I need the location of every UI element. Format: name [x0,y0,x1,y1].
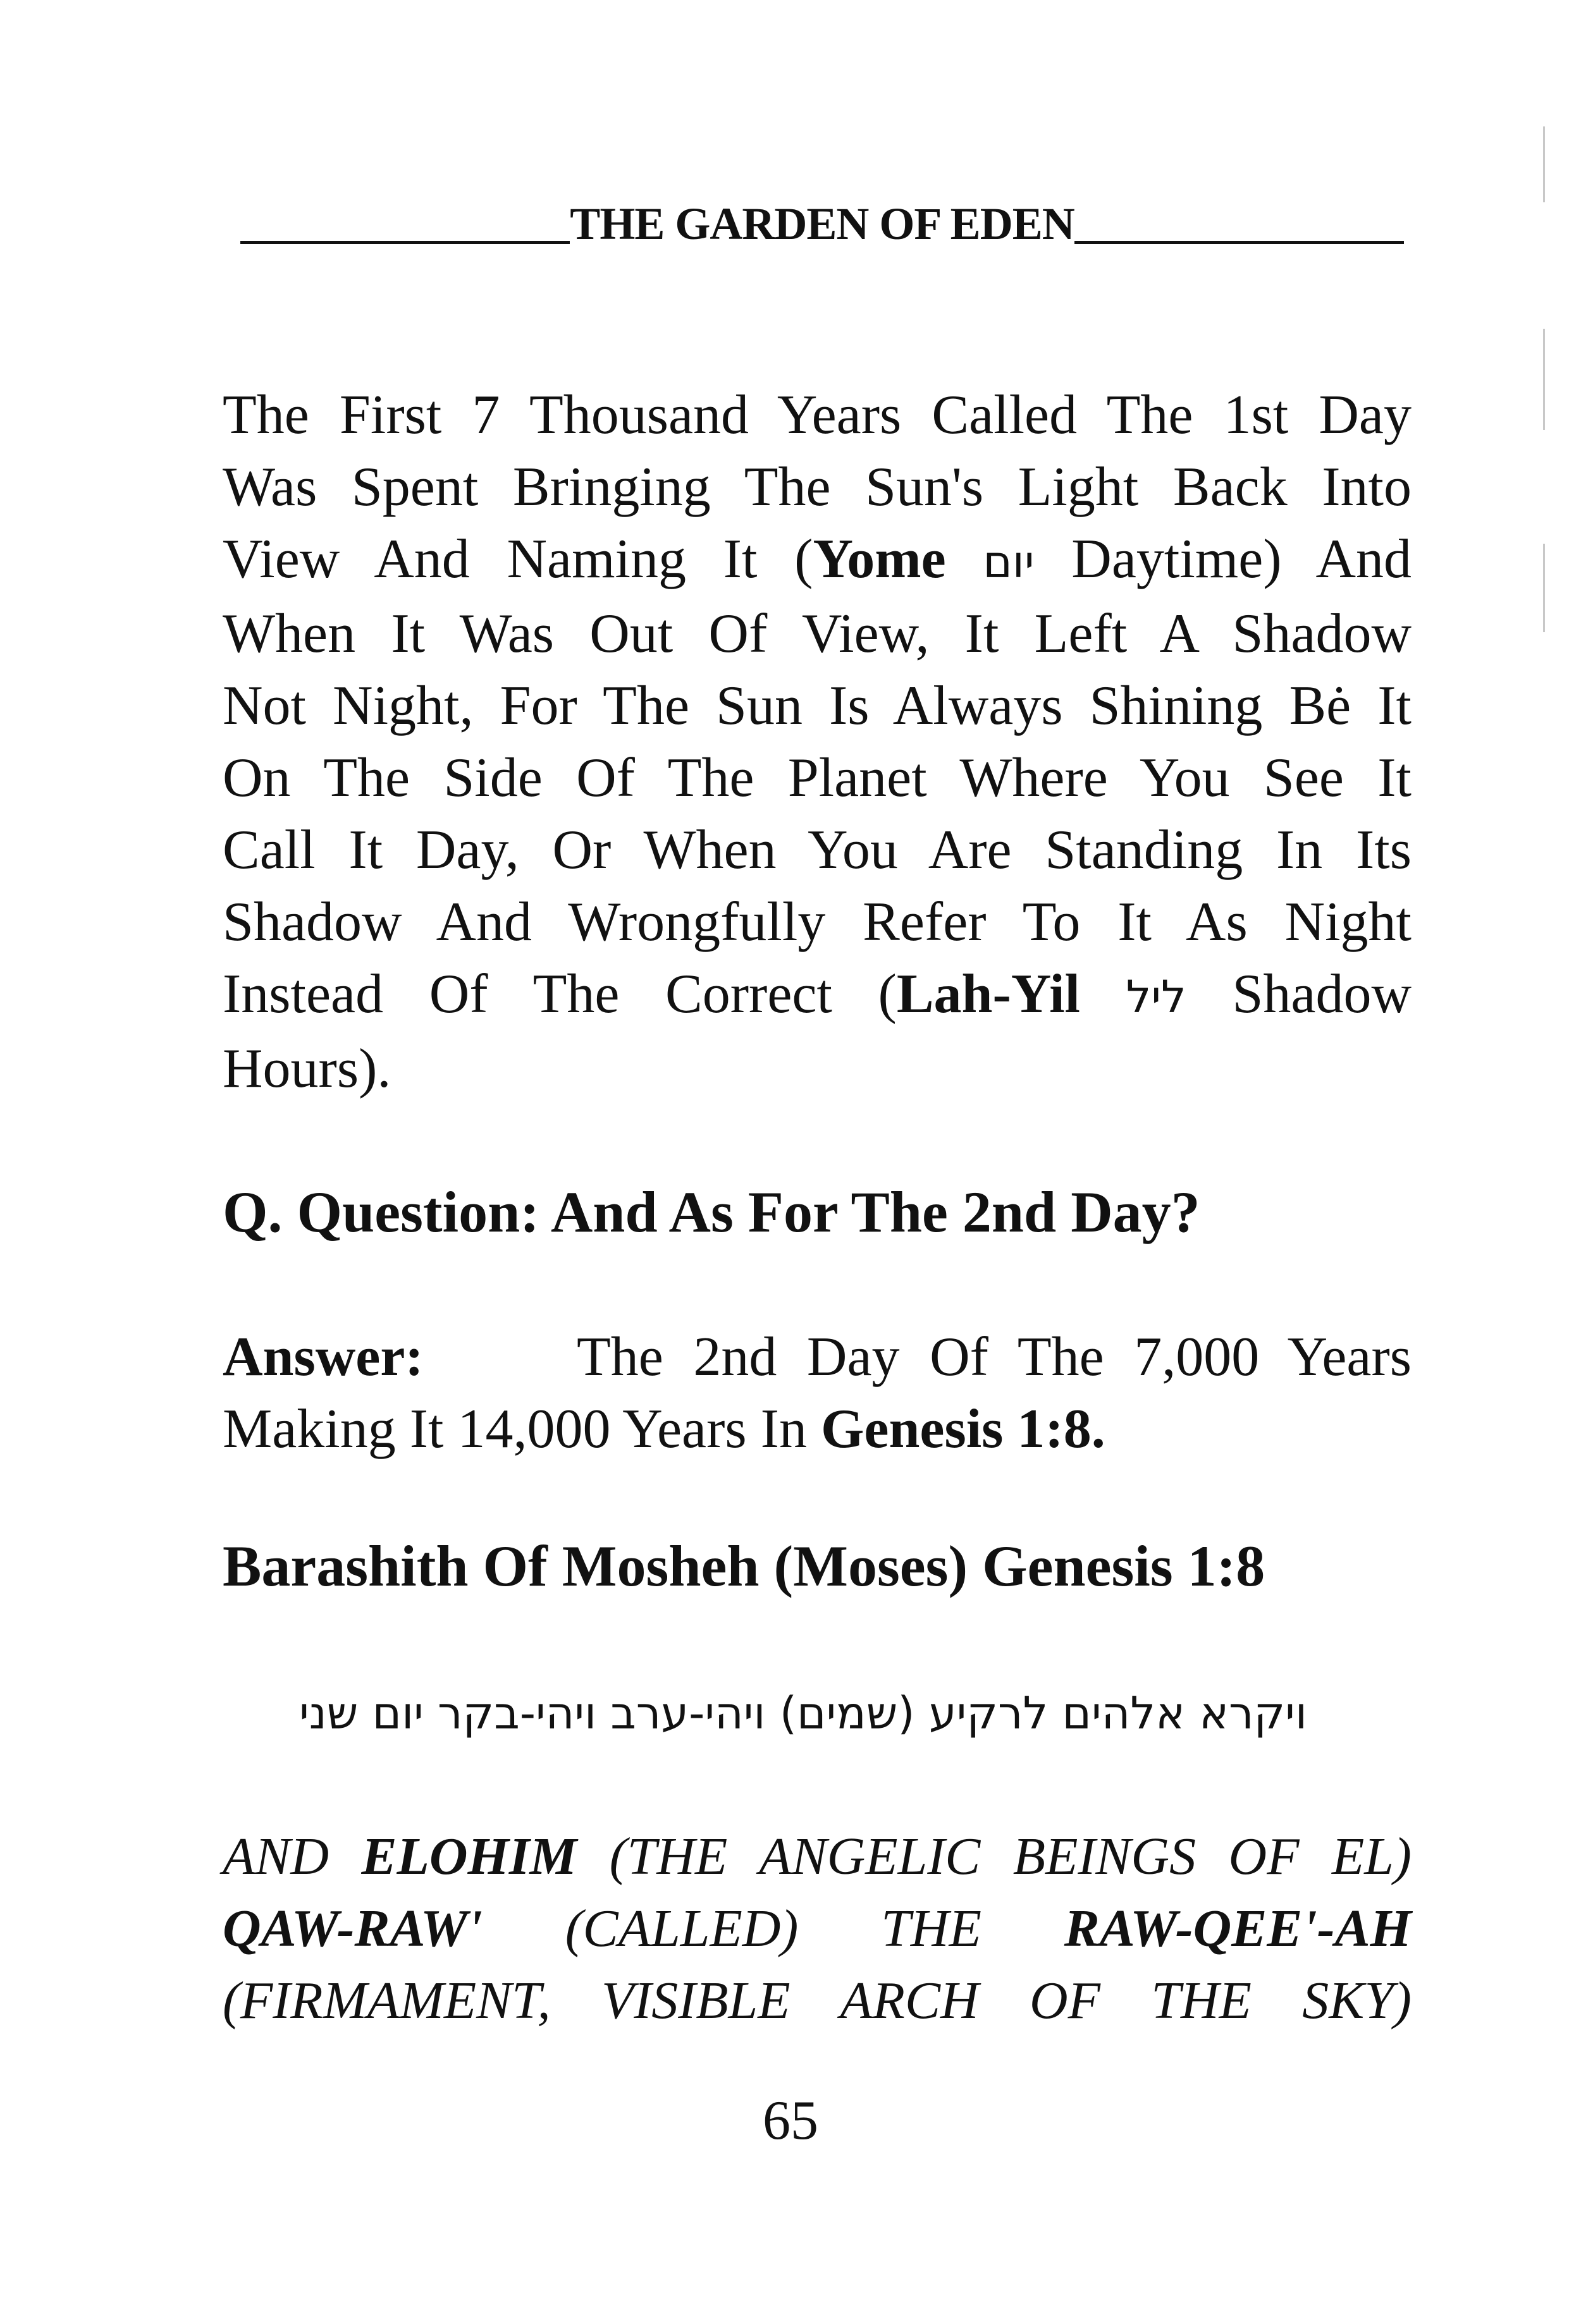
header-rule-left [240,241,570,244]
translation-line-3: (FIRMAMENT, VISIBLE ARCH OF THE SKY) [223,1971,1412,2030]
qaw-raw-term: QAW-RAW' [223,1899,483,1958]
page-number: 65 [763,2090,818,2151]
genesis-reference: Genesis 1:8. [820,1398,1105,1460]
header-title: THE GARDEN OF EDEN [570,199,1074,249]
para1-line-3-start: View And Naming It ( [223,529,813,590]
scan-edge-mark [1543,544,1545,632]
translation-line-1 [223,1821,1412,1893]
answer-line-2 [223,1393,1412,1465]
scan-edge-mark [1543,329,1545,430]
running-header [240,201,1404,247]
paragraph-1 [223,379,1412,1105]
answer-block [223,1321,1412,1465]
raw-qee-ah-term: RAW-QEE'-AH [1064,1899,1412,1958]
answer-label: Answer: [223,1326,424,1388]
scan-edge-mark [1543,126,1545,202]
hebrew-yome: יום [983,536,1035,588]
translation-block [223,1821,1412,2037]
translation-and: AND [223,1827,362,1886]
para1-line-10: Hours). [223,1038,391,1099]
reference-heading: Barashith Of Mosheh (Moses) Genesis 1:8 [223,1534,1265,1598]
header-rule-right [1074,241,1404,244]
para1-line-5: Not Night, For The Sun Is Always Shining Bė It [223,675,1412,737]
reference-heading-block [223,1530,1412,1602]
para1-line-9-start: Instead Of The Correct ( [223,963,897,1025]
answer-text-1: The 2nd Day Of The 7,000 Years [577,1326,1412,1388]
answer-line-1 [223,1321,1412,1393]
translation-called: (CALLED) THE [482,1899,1064,1958]
para1-line-1: The First 7 Thousand Years Called The 1st Day [223,384,1412,446]
para1-line-9-end: Shadow [1232,963,1412,1025]
para1-line-9 [223,958,1412,1033]
elohim-term: ELOHIM [361,1827,577,1886]
para1-line-8: Shadow And Wrongfully Refer To It As Night [223,891,1412,953]
para1-line-7: Call It Day, Or When You Are Standing In Its [223,819,1412,881]
yome-term: Yome [813,529,946,590]
question-block [223,1176,1412,1248]
para1-line-2: Was Spent Bringing The Sun's Light Back Into [223,456,1412,518]
para1-line-3 [223,523,1412,598]
question-text: Q. Question: And As For The 2nd Day? [223,1180,1200,1244]
translation-line-2 [223,1893,1412,1965]
lah-yil-term: Lah-Yil [896,963,1080,1025]
para1-line-3-end: Daytime) And [1071,529,1412,590]
para1-line-4: When It Was Out Of View, It Left A Shadow [223,603,1412,664]
para1-line-6: On The Side Of The Planet Where You See It [223,747,1412,809]
answer-text-2: Making It 14,000 Years In [223,1398,821,1460]
hebrew-lah-yil: ליל [1126,971,1186,1023]
translation-angelic: (THE ANGELIC BEINGS OF EL) [577,1827,1412,1886]
hebrew-verse: ויקרא אלהים לרקיע (שמים) ויהי-ערב ויהי-בקר יום שני [299,1687,1307,1739]
